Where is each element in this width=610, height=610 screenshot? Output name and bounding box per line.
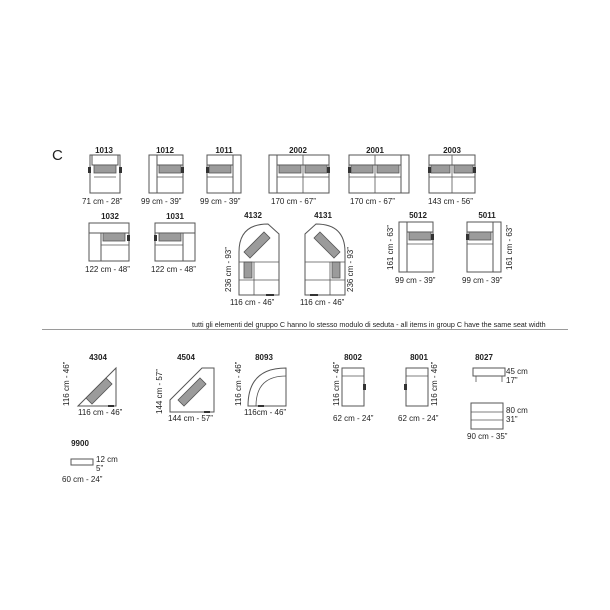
module-drawing-1032: [88, 223, 130, 263]
module-width-4132: 116 cm - 46”: [230, 298, 275, 307]
module-code-8002: 8002: [344, 353, 362, 362]
module-code-9900: 9900: [71, 439, 89, 448]
module-code-5011: 5011: [478, 211, 496, 220]
module-width-1012: 99 cm - 39”: [141, 197, 182, 206]
module-drawing-1012: [148, 155, 184, 195]
module-width-4504: 144 cm - 57”: [168, 414, 213, 423]
module-drawing-8002: [340, 366, 366, 408]
module-depth-5012: 161 cm - 63”: [386, 225, 395, 270]
module-width-1031: 122 cm - 48”: [151, 265, 196, 274]
module-drawing-5011: [466, 222, 502, 274]
module-width-8001: 62 cm - 24”: [398, 414, 439, 423]
module-width-1013: 71 cm - 28”: [82, 197, 123, 206]
module-width-1032: 122 cm - 48”: [85, 265, 130, 274]
module-width-5011: 99 cm - 39”: [462, 276, 503, 285]
module-code-2003: 2003: [443, 146, 461, 155]
module-depth-4304: 116 cm - 46”: [62, 361, 71, 406]
module-drawing-9900: [70, 456, 94, 468]
module-drawing-4304: [76, 366, 118, 408]
module-drawing-5012: [398, 222, 434, 274]
module-code-8093: 8093: [255, 353, 273, 362]
module-width-4304: 116 cm - 46”: [78, 408, 123, 417]
module-drawing-2001: [348, 155, 410, 195]
module-code-8027: 8027: [475, 353, 493, 362]
module-drawing-1011: [206, 155, 242, 195]
module-drawing-8001: [404, 366, 430, 408]
module-width-1011: 99 cm - 39”: [200, 197, 241, 206]
module-width-4131: 116 cm - 46”: [300, 298, 345, 307]
module-drawing-4132: [238, 222, 280, 296]
module-drawing-8027-top: [470, 402, 504, 430]
module-depth-4504: 144 cm - 57”: [155, 369, 164, 414]
module-depth-5011: 161 cm - 63”: [505, 225, 514, 270]
module-depth-8001: 116 cm - 46”: [430, 361, 439, 406]
module-drawing-2003: [428, 155, 476, 195]
module-width-8093: 116cm - 46”: [244, 408, 287, 417]
group-note: tutti gli elementi del gruppo C hanno lo stesso modulo di seduta - all items in group C have the same seat width: [192, 320, 546, 329]
module-code-1013: 1013: [95, 146, 113, 155]
module-height-in-9900: 5”: [96, 464, 104, 473]
module-depth-cm-8027: 80 cm: [506, 406, 528, 415]
module-height-cm-8027: 45 cm: [506, 367, 528, 376]
module-code-1012: 1012: [156, 146, 174, 155]
module-code-2002: 2002: [289, 146, 307, 155]
module-width-8027: 90 cm - 35”: [467, 432, 508, 441]
module-width-2003: 143 cm - 56”: [428, 197, 473, 206]
divider-line: [42, 329, 568, 330]
module-drawing-1031: [154, 223, 196, 263]
module-code-8001: 8001: [410, 353, 428, 362]
module-depth-4131: 236 cm - 93”: [346, 247, 355, 292]
module-drawing-8027-side: [472, 366, 506, 384]
module-drawing-4504: [168, 366, 216, 414]
group-label: C: [52, 147, 63, 164]
module-code-5012: 5012: [409, 211, 427, 220]
module-depth-8002: 116 cm - 46”: [332, 361, 341, 406]
module-code-4132: 4132: [244, 211, 262, 220]
module-height-in-8027: 17”: [506, 376, 518, 385]
module-drawing-2002: [268, 155, 330, 195]
module-code-1031: 1031: [166, 212, 184, 221]
module-width-2002: 170 cm - 67”: [271, 197, 316, 206]
module-width-8002: 62 cm - 24”: [333, 414, 374, 423]
module-width-2001: 170 cm - 67”: [350, 197, 395, 206]
module-depth-in-8027: 31”: [506, 415, 518, 424]
module-code-4304: 4304: [89, 353, 107, 362]
module-drawing-1013: [88, 155, 122, 195]
module-width-5012: 99 cm - 39”: [395, 276, 436, 285]
module-code-4504: 4504: [177, 353, 195, 362]
module-height-cm-9900: 12 cm: [96, 455, 118, 464]
module-width-9900: 60 cm - 24”: [62, 475, 103, 484]
module-drawing-8093: [246, 366, 288, 408]
module-code-2001: 2001: [366, 146, 384, 155]
module-code-1032: 1032: [101, 212, 119, 221]
module-depth-8093: 116 cm - 46”: [234, 361, 243, 406]
module-depth-4132: 236 cm - 93”: [224, 247, 233, 292]
module-code-4131: 4131: [314, 211, 332, 220]
module-code-1011: 1011: [215, 146, 233, 155]
module-drawing-4131: [304, 222, 346, 296]
